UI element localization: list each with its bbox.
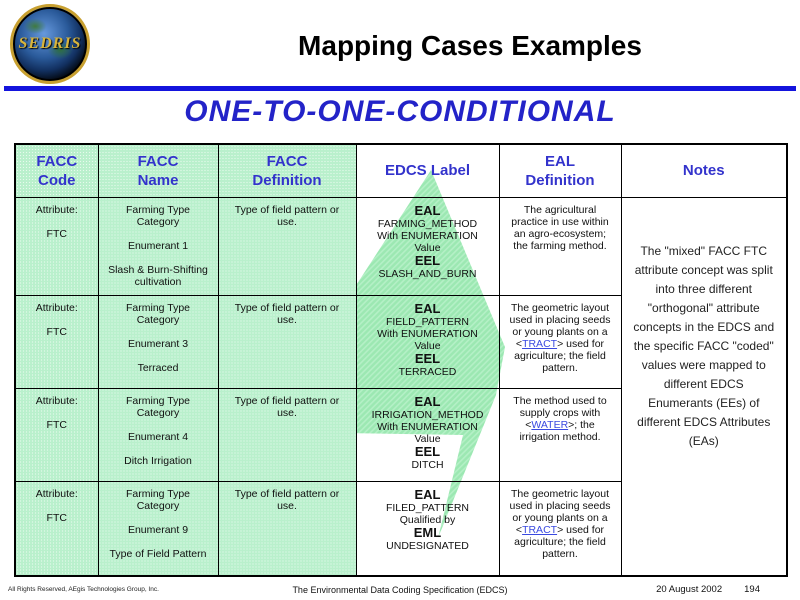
footer-copyright: All Rights Reserved, AEgis Technologies Group, Inc. — [8, 586, 159, 593]
footer-date: 20 August 2002 — [656, 584, 723, 595]
sedris-logo — [10, 4, 90, 84]
facc-code-cell: Attribute: FTC — [15, 197, 98, 295]
footer-document-title: The Environmental Data Coding Specification (EDCS) — [292, 585, 508, 595]
page-title: Mapping Cases Examples — [298, 30, 642, 61]
column-header-notes: Notes — [621, 144, 787, 197]
eal-definition-cell: The agricultural practice in use within an agro-ecosystem; the farming method. — [499, 197, 621, 295]
term-link-tract[interactable]: TRACT — [522, 523, 558, 536]
edcs-label-cell: EAL IRRIGATION_METHOD With ENUMERATION Value EEL DITCH — [356, 388, 499, 481]
eal-definition-cell: The geometric layout used in placing seeds or young plants on a <TRACT> used for agriculture; the field pattern. — [499, 295, 621, 388]
facc-definition-cell: Type of field pattern or use. — [218, 388, 356, 481]
slide-subtitle: ONE-TO-ONE-CONDITIONAL — [184, 95, 616, 128]
notes-cell: The "mixed" FACC FTC attribute concept was split into three different "orthogonal" attribute concepts in the EDCS and the specific FACC "coded" values were mapped to different EDCS Enumerants (EEs) of different EDCS Attributes (EAs) — [621, 197, 787, 576]
column-header-eal-definition: EAL Definition — [499, 144, 621, 197]
term-link-tract[interactable]: TRACT — [522, 337, 558, 350]
mapping-table — [14, 143, 788, 577]
table-row — [15, 197, 787, 295]
column-header-facc-code: FACC Code — [15, 144, 98, 197]
edcs-label-cell: EAL FARMING_METHOD With ENUMERATION Value EEL SLASH_AND_BURN — [356, 197, 499, 295]
facc-definition-cell: Type of field pattern or use. — [218, 295, 356, 388]
divider-line — [4, 86, 796, 91]
edcs-label-cell: EAL FIELD_PATTERN With ENUMERATION Value EEL TERRACED — [356, 295, 499, 388]
column-header-facc-name: FACC Name — [98, 144, 218, 197]
edcs-label-cell: EAL FILED_PATTERN Qualified by EML UNDESIGNATED — [356, 481, 499, 576]
facc-definition-cell: Type of field pattern or use. — [218, 481, 356, 576]
column-header-edcs-label: EDCS Label — [356, 144, 499, 197]
table-header-row — [15, 144, 787, 197]
facc-code-cell: Attribute: FTC — [15, 388, 98, 481]
facc-definition-cell: Type of field pattern or use. — [218, 197, 356, 295]
facc-name-cell: Farming Type Category Enumerant 3 Terraced — [98, 295, 218, 388]
mapping-table-area — [14, 143, 786, 575]
facc-name-cell: Farming Type Category Enumerant 9 Type of Field Pattern — [98, 481, 218, 576]
facc-code-cell: Attribute: FTC — [15, 481, 98, 576]
footer-page-number: 194 — [744, 584, 760, 595]
eal-definition-cell: The geometric layout used in placing seeds or young plants on a <TRACT> used for agriculture; the field pattern. — [499, 481, 621, 576]
facc-code-cell: Attribute: FTC — [15, 295, 98, 388]
facc-name-cell: Farming Type Category Enumerant 1 Slash & Burn-Shifting cultivation — [98, 197, 218, 295]
facc-name-cell: Farming Type Category Enumerant 4 Ditch Irrigation — [98, 388, 218, 481]
eal-definition-cell: The method used to supply crops with <WATER>; the irrigation method. — [499, 388, 621, 481]
term-link-water[interactable]: WATER — [531, 418, 569, 431]
column-header-facc-definition: FACC Definition — [218, 144, 356, 197]
sedris-logo-text: SEDRIS — [18, 35, 82, 52]
footer-right — [656, 584, 760, 595]
